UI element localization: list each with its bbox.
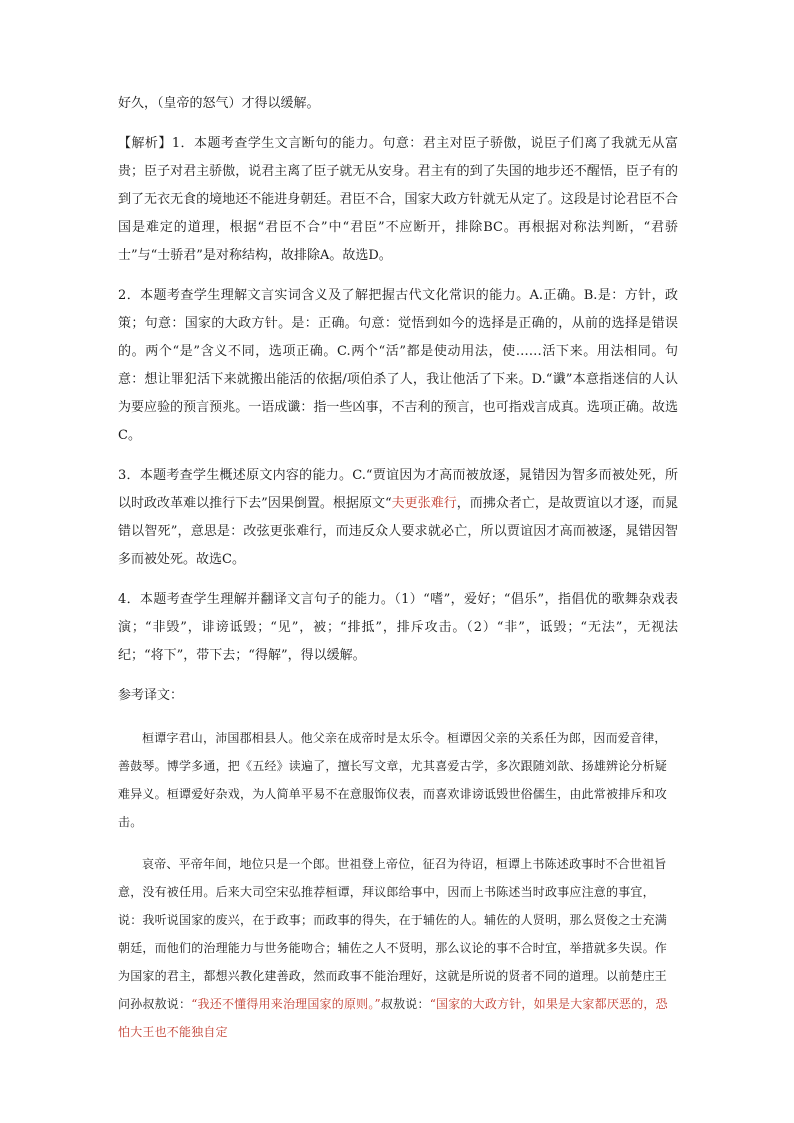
- translation-paragraph-2: [118, 850, 678, 1046]
- translation-paragraph-1: 桓谭字君山，沛国郡相县人。他父亲在成帝时是太乐令。桓谭因父亲的关系任为郎，因而爱音律，善鼓琴。博学多通，把《五经》读遍了，擅长写文章，尤其喜爱古学，多次跟随刘歆、扬雄辨论分析疑难异义。桓谭爱好杂戏，为人简单平易不在意服饰仪表，而喜欢诽谤诋毁世俗儒生，由此常被排斥和攻击。: [118, 731, 668, 829]
- quote-highlight-2: “我还不懂得用来治理国家的原则。”: [191, 997, 381, 1011]
- analysis-item-2: 2．本题考查学生理解文言实词含义及了解把握古代文化常识的能力。A.正确。B.是：方针，政策；句意：国家的大政方针。是：正确。句意：觉悟到如今的选择是正确的，从前的选择是错误的。两个“是”含义不同，选项正确。C.两个“活”都是使动用法，使……活下来。用法相同。句意：想让罪犯活下来就搬出能活的依据/项伯杀了人，我让他活了下来。D.“谶”本意指迷信的人认为要应验的预言预兆。一语成谶：指一些凶事，不吉利的预言，也可指戏言成真。选项正确。故选C。: [118, 288, 678, 443]
- analysis-tag: 【解析】: [118, 136, 172, 151]
- quote-highlight-3: “国家的大政方针，如果是大家都厌恶的，恐怕大王也不能独自定: [118, 997, 668, 1039]
- analysis-text-3a: 3．本题考查学生概述原文内容的能力。C.“贾谊因为才高而被放逐，晁错因为智多而被处死，所以时政改革难以推行下去”因果倒置。根据原文“: [118, 468, 678, 511]
- reference-translation-title: 参考译文：: [118, 688, 184, 703]
- translation-text-2a: 哀帝、平帝年间，地位只是一个郎。世祖登上帝位，征召为待诏，桓谭上书陈述政事时不合世祖旨意，没有被任用。后来大司空宋弘推荐桓谭，拜议郎给事中，因而上书陈述当时政事应注意的事宜，说：我听说国家的废兴，在于政事；而政事的得失，在于辅佐的人。辅佐的人贤明，那么贤俊之士充满朝廷，而他们的治理能力与世务能吻合；辅佐之人不贤明，那么议论的事不合时宜，举措就多失误。作为国家的君主，都想兴教化建善政，然而政事不能治理好，这就是所说的贤者不同的道理。以前楚庄王问孙叔敖说：: [118, 857, 668, 1011]
- document-page: [118, 90, 678, 1046]
- analysis-text-3b: ，而拂众者亡，是故贾谊以才逐，而晁错以智死”，意思是：改弦更张难行，而违反众人要求就必亡，所以贾谊因才高而被逐，晁错因智多而被处死。故选C。: [118, 496, 678, 567]
- analysis-item-4: 4．本题考查学生理解并翻译文言句子的能力。（1）“嗜”，爱好；“倡乐”，指倡优的歌舞杂戏表演；“非毁”，诽谤诋毁；“见”，被；“排抵”，排斥攻击。（2）“非”，诋毁；“无法”，无视法纪；“将下”，带下去；“得解”，得以缓解。: [118, 592, 678, 663]
- paragraph-continuation: 好久，（皇帝的怒气）才得以缓解。: [118, 96, 320, 111]
- analysis-item-3: [118, 462, 678, 574]
- translation-text-2b: 叔敖说：: [380, 997, 430, 1011]
- quote-highlight: 夫更张难行: [391, 496, 457, 511]
- analysis-item-1: [118, 130, 678, 270]
- analysis-text-1: 1．本题考查学生文言断句的能力。句意：君主对臣子骄傲，说臣子们离了我就无从富贵；臣子对君主骄傲，说君主离了臣子就无从安身。君主有的到了失国的地步还不醒悟，臣子有的到了无衣无食的境地还不能进身朝廷。君臣不合，国家大政方针就无从定了。这段是讨论君臣不合国是难定的道理，根据“君臣不合”中“君臣”不应断开，排除BC。再根据对称法判断，“君骄士”与“士骄君”是对称结构，故排除A。故选D。: [118, 136, 678, 263]
